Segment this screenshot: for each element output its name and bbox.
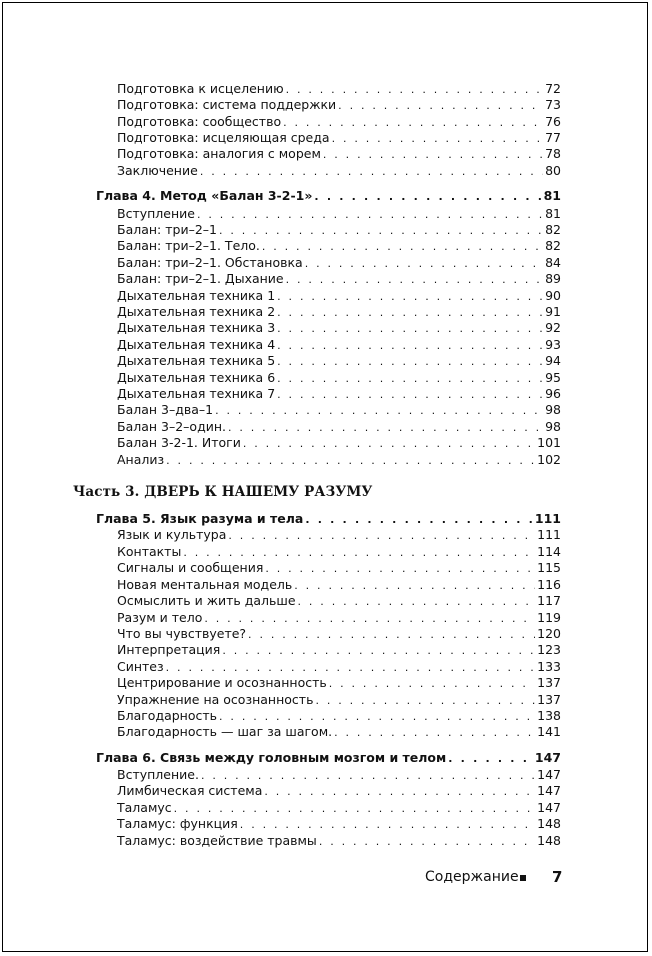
leader-dots <box>323 147 543 163</box>
toc-entry[interactable] <box>117 724 561 740</box>
toc-entry[interactable] <box>117 402 561 418</box>
chapter-page: 111 <box>534 511 561 526</box>
toc-entry[interactable] <box>117 304 561 320</box>
toc-entry-page: 147 <box>537 767 561 782</box>
toc-entry-title: Дыхательная техника 3 <box>117 320 276 335</box>
chapter-title: Глава 6. Связь между головным мозгом и телом <box>96 750 447 765</box>
toc-entry-page: 76 <box>545 114 561 129</box>
toc-entry-title: Лимбическая система <box>117 783 263 798</box>
toc-entry-page: 73 <box>545 97 561 112</box>
toc-entry-page: 102 <box>537 452 561 467</box>
chapter-title: Глава 5. Язык разума и тела <box>96 511 304 526</box>
chapter-heading[interactable] <box>96 511 561 527</box>
leader-dots <box>204 611 535 627</box>
toc-entry-title: Балан: три–2–1. Тело. <box>117 238 260 253</box>
toc-entry-page: 92 <box>545 320 561 335</box>
toc-entry-title: Дыхательная техника 5 <box>117 353 276 368</box>
toc-entry[interactable] <box>117 626 561 642</box>
leader-dots <box>219 223 543 239</box>
leader-dots <box>215 403 543 419</box>
leader-dots <box>329 676 535 692</box>
toc-entry-page: 115 <box>537 560 561 575</box>
toc-entry[interactable] <box>117 783 561 799</box>
leader-dots <box>294 578 535 594</box>
leader-dots <box>283 115 543 131</box>
toc-entry[interactable] <box>117 353 561 369</box>
leader-dots <box>286 82 543 98</box>
leader-dots <box>315 693 535 709</box>
leader-dots <box>277 371 543 387</box>
leader-dots <box>264 784 535 800</box>
toc-entry[interactable] <box>117 206 561 222</box>
toc-entry-title: Заключение <box>117 163 198 178</box>
toc-entry-page: 137 <box>537 692 561 707</box>
toc-entry-title: Подготовка к исцелению <box>117 81 284 96</box>
chapter-heading[interactable] <box>96 750 561 766</box>
leader-dots <box>298 594 536 610</box>
toc-entry-page: 82 <box>545 238 561 253</box>
leader-dots <box>277 338 543 354</box>
leader-dots <box>265 561 535 577</box>
toc-entry-page: 117 <box>537 593 561 608</box>
toc-entry-title: Подготовка: сообщество <box>117 114 282 129</box>
toc-entry[interactable] <box>117 692 561 708</box>
toc-entry[interactable] <box>117 271 561 287</box>
page-number: 7 <box>552 868 563 886</box>
toc-entry[interactable] <box>117 593 561 609</box>
toc-entry[interactable] <box>117 337 561 353</box>
leader-dots <box>222 643 535 659</box>
toc-entry[interactable] <box>117 708 561 724</box>
toc-entry-title: Балан: три–2–1. Дыхание <box>117 271 284 286</box>
toc-entry-title: Контакты <box>117 544 182 559</box>
toc-entry-title: Балан 3–2–один. <box>117 419 226 434</box>
toc-entry-title: Вступление <box>117 206 195 221</box>
toc-entry-page: 120 <box>537 626 561 641</box>
leader-dots <box>228 528 535 544</box>
toc-entry-title: Разум и тело <box>117 610 203 625</box>
leader-dots <box>240 817 535 833</box>
toc-entry-page: 133 <box>537 659 561 674</box>
toc-entry[interactable] <box>117 610 561 626</box>
leader-dots <box>277 354 543 370</box>
toc-entry-page: 137 <box>537 675 561 690</box>
toc-entry-page: 94 <box>545 353 561 368</box>
toc-entry-title: Вступление. <box>117 767 199 782</box>
toc-entry-title: Центрирование и осознанность <box>117 675 327 690</box>
toc-entry-page: 91 <box>545 304 561 319</box>
leader-dots <box>448 751 533 767</box>
toc-entry-page: 147 <box>537 800 561 815</box>
leader-dots <box>338 98 543 114</box>
leader-dots <box>197 207 543 223</box>
toc-entry-page: 114 <box>537 544 561 559</box>
toc-entry[interactable] <box>117 97 561 113</box>
square-bullet-icon <box>520 875 526 881</box>
leader-dots <box>200 164 543 180</box>
toc-entry[interactable] <box>117 163 561 179</box>
toc-entry[interactable] <box>117 288 561 304</box>
toc-entry[interactable] <box>117 800 561 816</box>
toc-entry[interactable] <box>117 419 561 435</box>
toc-entry-page: 119 <box>537 610 561 625</box>
toc-entry-page: 101 <box>537 435 561 450</box>
toc-entry[interactable] <box>117 81 561 97</box>
leader-dots <box>332 131 544 147</box>
toc-entry[interactable] <box>117 370 561 386</box>
toc-entry[interactable] <box>117 114 561 130</box>
toc-entry-page: 77 <box>545 130 561 145</box>
toc-entry-title: Балан 3–два–1 <box>117 402 214 417</box>
toc-entry[interactable] <box>117 642 561 658</box>
toc-entry-title: Таламус: функция <box>117 816 238 831</box>
toc-entry-page: 93 <box>545 337 561 352</box>
toc-entry-page: 84 <box>545 255 561 270</box>
leader-dots <box>166 660 535 676</box>
toc-entry-title: Сигналы и сообщения <box>117 560 264 575</box>
toc-entry[interactable] <box>117 544 561 560</box>
leader-dots <box>277 289 543 305</box>
toc-entry-page: 78 <box>545 146 561 161</box>
toc-entry-page: 98 <box>545 402 561 417</box>
toc-entry[interactable] <box>117 560 561 576</box>
leader-dots <box>228 420 543 436</box>
leader-dots <box>305 256 543 272</box>
toc-entry[interactable] <box>117 659 561 675</box>
leader-dots <box>248 627 535 643</box>
toc-entry-page: 95 <box>545 370 561 385</box>
toc-entry-page: 111 <box>537 527 561 542</box>
toc-entry[interactable] <box>117 320 561 336</box>
chapter-page: 81 <box>543 188 561 203</box>
toc-entry-page: 96 <box>545 386 561 401</box>
toc-entry-page: 148 <box>537 833 561 848</box>
toc-entry-title: Балан: три–2–1. Обстановка <box>117 255 303 270</box>
toc-entry-title: Таламус: воздействие травмы <box>117 833 317 848</box>
leader-dots <box>277 387 543 403</box>
toc-entry-title: Дыхательная техника 2 <box>117 304 276 319</box>
toc-entry[interactable] <box>117 130 561 146</box>
leader-dots <box>277 321 543 337</box>
toc-entry-title: Анализ <box>117 452 165 467</box>
toc-entry-title: Балан: три–2–1 <box>117 222 217 237</box>
toc-entry[interactable] <box>117 527 561 543</box>
chapter-title: Глава 4. Метод «Балан 3-2-1» <box>96 188 313 203</box>
toc-entry[interactable] <box>117 435 561 451</box>
toc-entry[interactable] <box>117 452 561 468</box>
leader-dots <box>305 512 533 528</box>
toc-entry-title: Подготовка: система поддержки <box>117 97 337 112</box>
leader-dots <box>166 453 535 469</box>
leader-dots <box>314 189 541 205</box>
toc-entry[interactable] <box>117 222 561 238</box>
toc-entry[interactable] <box>117 146 561 162</box>
toc-entry[interactable] <box>117 238 561 254</box>
toc-entry-title: Что вы чувствуете? <box>117 626 247 641</box>
toc-entry-page: 98 <box>545 419 561 434</box>
leader-dots <box>219 709 535 725</box>
toc-entry-page: 116 <box>537 577 561 592</box>
leader-dots <box>183 545 535 561</box>
toc-entry-title: Интерпретация <box>117 642 221 657</box>
toc-entry-title: Язык и культура <box>117 527 227 542</box>
leader-dots <box>319 834 535 850</box>
toc-entry-title: Упражнение на осознанность <box>117 692 314 707</box>
toc-entry-title: Подготовка: аналогия с морем <box>117 146 321 161</box>
leader-dots <box>201 768 535 784</box>
toc-entry[interactable] <box>117 255 561 271</box>
toc-entry-page: 147 <box>537 783 561 798</box>
toc-entry-title: Синтез <box>117 659 164 674</box>
toc-entry-page: 148 <box>537 816 561 831</box>
toc-entry-title: Дыхательная техника 4 <box>117 337 276 352</box>
toc-entry[interactable] <box>117 816 561 832</box>
leader-dots <box>286 272 543 288</box>
toc-entry-page: 80 <box>545 163 561 178</box>
part-heading[interactable]: Часть 3. ДВЕРЬ К НАШЕМУ РАЗУМУ <box>73 484 373 500</box>
chapter-page: 147 <box>534 750 561 765</box>
toc-entry-page: 123 <box>537 642 561 657</box>
toc-entry[interactable] <box>117 675 561 691</box>
toc-entry[interactable] <box>117 577 561 593</box>
toc-entry-page: 81 <box>545 206 561 221</box>
toc-entry-title: Осмыслить и жить дальше <box>117 593 296 608</box>
toc-entry[interactable] <box>117 833 561 849</box>
toc-entry-title: Дыхательная техника 7 <box>117 386 276 401</box>
toc-entry-page: 82 <box>545 222 561 237</box>
toc-entry-title: Благодарность <box>117 708 218 723</box>
toc-entry-page: 89 <box>545 271 561 286</box>
toc-entry[interactable] <box>117 386 561 402</box>
toc-entry-title: Дыхательная техника 1 <box>117 288 276 303</box>
toc-entry-page: 90 <box>545 288 561 303</box>
toc-entry-page: 138 <box>537 708 561 723</box>
toc-entry-page: 141 <box>537 724 561 739</box>
toc-entry-title: Таламус <box>117 800 172 815</box>
leader-dots <box>262 239 543 255</box>
running-footer-label: Содержание <box>425 869 519 885</box>
leader-dots <box>277 305 543 321</box>
leader-dots <box>174 801 535 817</box>
toc-entry-title: Новая ментальная модель <box>117 577 293 592</box>
toc-entry-title: Подготовка: исцеляющая среда <box>117 130 330 145</box>
toc-entry-title: Благодарность — шаг за шагом. <box>117 724 333 739</box>
leader-dots <box>243 436 535 452</box>
toc-entry-page: 72 <box>545 81 561 96</box>
toc-entry[interactable] <box>117 767 561 783</box>
toc-entry-title: Балан 3-2-1. Итоги <box>117 435 241 450</box>
leader-dots <box>334 725 535 741</box>
chapter-heading[interactable] <box>96 188 561 204</box>
toc-entry-title: Дыхательная техника 6 <box>117 370 276 385</box>
